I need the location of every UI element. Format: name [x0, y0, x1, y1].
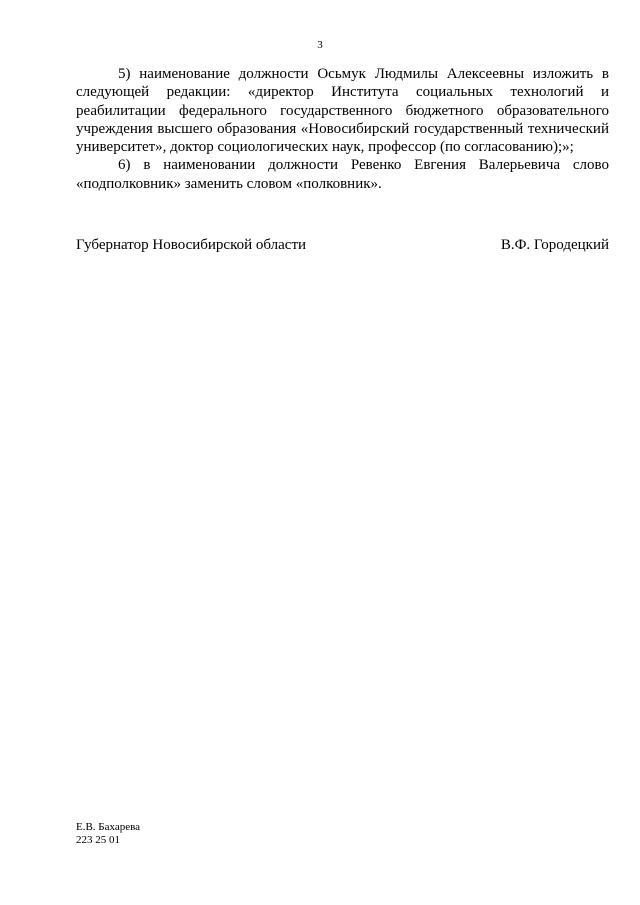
- signature-block: [76, 236, 609, 254]
- signatory-position: Губернатор Новосибирской области: [76, 237, 307, 253]
- page-number: 3: [317, 39, 323, 51]
- paragraph-item-6: 6) в наименовании должности Ревенко Евгения Валерьевича слово «подполковник» заменить словом «полковник».: [76, 157, 609, 192]
- signatory-name: В.Ф. Городецкий: [500, 237, 609, 253]
- executor-name: Е.В. Бахарева: [76, 821, 141, 833]
- executor-phone: 223 25 01: [76, 833, 120, 846]
- executor-block: [76, 821, 140, 846]
- paragraph-item-5: 5) наименование должности Осьмук Людмилы Алексеевны изложить в следующей редакции: «директор Института социальных технологий и реабилитации федерального государственного бюджетного образовательного учреждения высшего образования «Новосибирский государственный технический университет», доктор социологических наук, профессор (по согласованию);»;: [76, 66, 609, 156]
- document-body: [76, 65, 609, 193]
